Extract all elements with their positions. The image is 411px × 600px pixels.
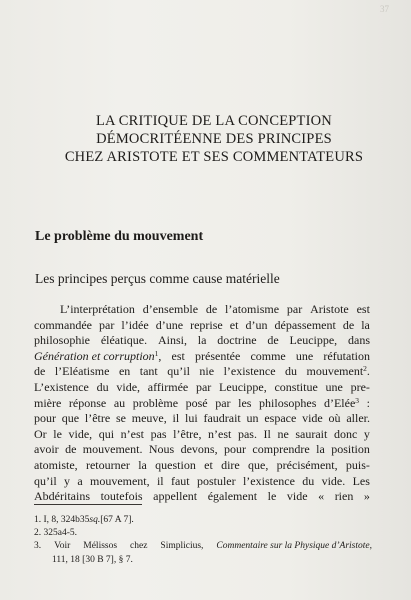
word: commandée xyxy=(34,317,92,332)
word: il xyxy=(156,473,164,488)
text-line xyxy=(34,489,370,505)
word: toutefois xyxy=(100,489,143,504)
word: d’Elée$^3$ xyxy=(323,395,360,410)
word: en xyxy=(118,364,131,379)
word: atomiste, xyxy=(34,457,78,472)
word: y xyxy=(64,473,70,488)
word: l’Eléatisme xyxy=(54,364,110,379)
word: mière xyxy=(34,395,62,410)
footnote-ref[interactable]: 3 xyxy=(355,395,360,405)
word: Aristote xyxy=(310,302,349,316)
word: d’ensemble xyxy=(142,302,199,316)
word: reprise xyxy=(190,317,223,332)
word: Abdéritains xyxy=(34,489,90,504)
word: précisément, xyxy=(276,457,338,472)
word: de xyxy=(267,333,279,348)
word: et xyxy=(229,317,239,332)
word: donc xyxy=(333,426,358,441)
word: de xyxy=(65,442,77,457)
word: L’interprétation xyxy=(60,302,135,316)
word: où xyxy=(328,411,341,426)
word: saurait xyxy=(295,426,328,441)
word: mouvement$^2$. xyxy=(306,364,370,379)
word: devons, xyxy=(180,442,218,457)
word: meuve, xyxy=(131,411,167,426)
word: de xyxy=(34,364,46,379)
footnote-2: 2. 325a4-5. xyxy=(34,528,78,539)
word: présentée xyxy=(195,348,241,363)
word: puis- xyxy=(345,457,370,472)
chapter-title-line: DÉMOCRITÉENNE DES PRINCIPES xyxy=(96,131,332,147)
word: n’est xyxy=(208,426,232,441)
word: tant xyxy=(139,364,158,379)
word: de xyxy=(205,302,218,316)
word: vide xyxy=(302,411,323,426)
word: » xyxy=(363,489,370,504)
word: vide, xyxy=(68,426,93,441)
word: philosophie xyxy=(34,333,90,348)
chapter-title-line: CHEZ ARISTOTE ET SES COMMENTATEURS xyxy=(64,149,364,165)
chapter-title xyxy=(24,112,404,166)
work-title: Génération et corruption$^1$, xyxy=(34,348,162,363)
word: dépassement xyxy=(274,317,336,332)
word: par xyxy=(215,395,231,410)
word: qu’il xyxy=(34,473,57,488)
word: un xyxy=(246,411,259,426)
text-line xyxy=(34,318,370,334)
word: d’une xyxy=(155,317,184,332)
word: et xyxy=(204,457,213,472)
word: vide, xyxy=(116,379,141,394)
word: Les xyxy=(352,473,370,488)
word: est xyxy=(356,302,370,316)
word: l’existence xyxy=(223,364,276,379)
footnote-1: 1. I, 8, 324b35 sq. [67 A 7]. xyxy=(34,515,134,525)
word: philosophes xyxy=(259,395,317,410)
word: il xyxy=(172,411,180,426)
word: pas xyxy=(150,426,167,441)
word: affirmée xyxy=(147,379,189,394)
word: posé xyxy=(185,395,208,410)
word: mouvement. xyxy=(82,442,143,457)
word: postuler xyxy=(196,473,236,488)
word: par xyxy=(195,379,212,394)
word: Leucippe, xyxy=(289,333,338,348)
word: l’être, xyxy=(173,426,202,441)
word: le xyxy=(53,426,62,441)
word: vide xyxy=(286,489,308,504)
word: du xyxy=(285,364,298,379)
word: lui xyxy=(185,411,198,426)
word: pre- xyxy=(350,379,370,394)
word: qui xyxy=(98,426,115,441)
word: comme xyxy=(250,348,286,363)
word: question xyxy=(155,457,196,472)
body-paragraph xyxy=(34,302,370,505)
word: y xyxy=(363,426,370,441)
word: réfutation xyxy=(323,348,370,363)
text-line xyxy=(34,333,370,349)
word: se xyxy=(115,411,126,426)
word: la xyxy=(361,317,370,332)
word: a xyxy=(77,473,83,488)
word: l’existence xyxy=(242,473,295,488)
footnotes xyxy=(34,514,372,567)
word: Il xyxy=(263,426,271,441)
word: le xyxy=(267,489,277,504)
word: ne xyxy=(277,426,289,441)
word: doctrine xyxy=(217,333,257,348)
word: également xyxy=(207,489,258,504)
subsection-heading: Les principes perçus comme cause matérielle xyxy=(35,271,280,286)
text-line xyxy=(34,380,370,396)
word: nie xyxy=(199,364,215,379)
word: L’existence xyxy=(34,379,89,394)
word: pour xyxy=(34,411,56,426)
text-line xyxy=(34,364,370,380)
page-number: 37 xyxy=(380,4,389,14)
word: aller. xyxy=(346,411,370,426)
word: d’un xyxy=(245,317,268,332)
text-line xyxy=(34,349,370,365)
word: dire xyxy=(221,457,240,472)
footnote-3-continued: 111, 18 [30 B 7], § 7. xyxy=(52,554,133,565)
footnote-3: 3. Voir Mélissos chez Simplicius, Commentaire sur la Physique d’Aristote, xyxy=(34,541,372,552)
word: comprendre xyxy=(252,442,310,457)
word: l’idée xyxy=(121,317,149,332)
word: avoir xyxy=(34,442,59,457)
word: mouvement, xyxy=(89,473,150,488)
word: l’être xyxy=(84,411,111,426)
footnote-ref[interactable]: 1 xyxy=(154,348,159,358)
word: la xyxy=(138,457,147,472)
text-line xyxy=(34,396,370,412)
word: pour xyxy=(224,442,247,457)
word: Ainsi, xyxy=(157,333,187,348)
word: que xyxy=(61,411,80,426)
text-line xyxy=(34,474,370,490)
word: que, xyxy=(248,457,269,472)
word: rien xyxy=(334,489,354,504)
word: la xyxy=(197,333,207,348)
word: appellent xyxy=(153,489,198,504)
word: position xyxy=(331,442,370,457)
word: au xyxy=(113,395,126,410)
section-heading: Le problème du mouvement xyxy=(35,229,204,244)
word: la xyxy=(316,442,325,457)
chapter-title-line: LA CRITIQUE DE LA CONCEPTION xyxy=(96,113,332,129)
word: vide. xyxy=(321,473,346,488)
word: constitue xyxy=(274,379,318,394)
word: une xyxy=(295,348,314,363)
word: réponse xyxy=(68,395,107,410)
word: par xyxy=(99,317,115,332)
text-line xyxy=(34,411,370,427)
word: espace xyxy=(264,411,297,426)
word: est xyxy=(171,348,185,363)
word: Nous xyxy=(148,442,175,457)
word: l’atomisme xyxy=(225,302,280,316)
word: Leucippe, xyxy=(219,379,267,394)
word: pas. xyxy=(237,426,257,441)
word: de xyxy=(342,317,355,332)
footnote-separator xyxy=(34,504,142,505)
word: du xyxy=(302,473,315,488)
word: n’est xyxy=(120,426,144,441)
word: du xyxy=(96,379,109,394)
word: faut xyxy=(170,473,190,488)
word: les xyxy=(238,395,252,410)
text-line xyxy=(34,302,370,318)
word: qu’il xyxy=(167,364,190,379)
word: Or xyxy=(34,426,47,441)
word: problème xyxy=(132,395,179,410)
word: « xyxy=(318,489,325,504)
word: éléatique. xyxy=(100,333,148,348)
text-line xyxy=(34,427,370,443)
word: dans xyxy=(348,333,370,348)
word: : xyxy=(366,395,370,410)
word: retourner xyxy=(85,457,130,472)
text-line xyxy=(34,442,370,458)
word: par xyxy=(286,302,303,316)
footnote-ref[interactable]: 2 xyxy=(363,364,367,374)
word: faudrait xyxy=(203,411,241,426)
text-line xyxy=(34,458,370,474)
word: une xyxy=(325,379,343,394)
